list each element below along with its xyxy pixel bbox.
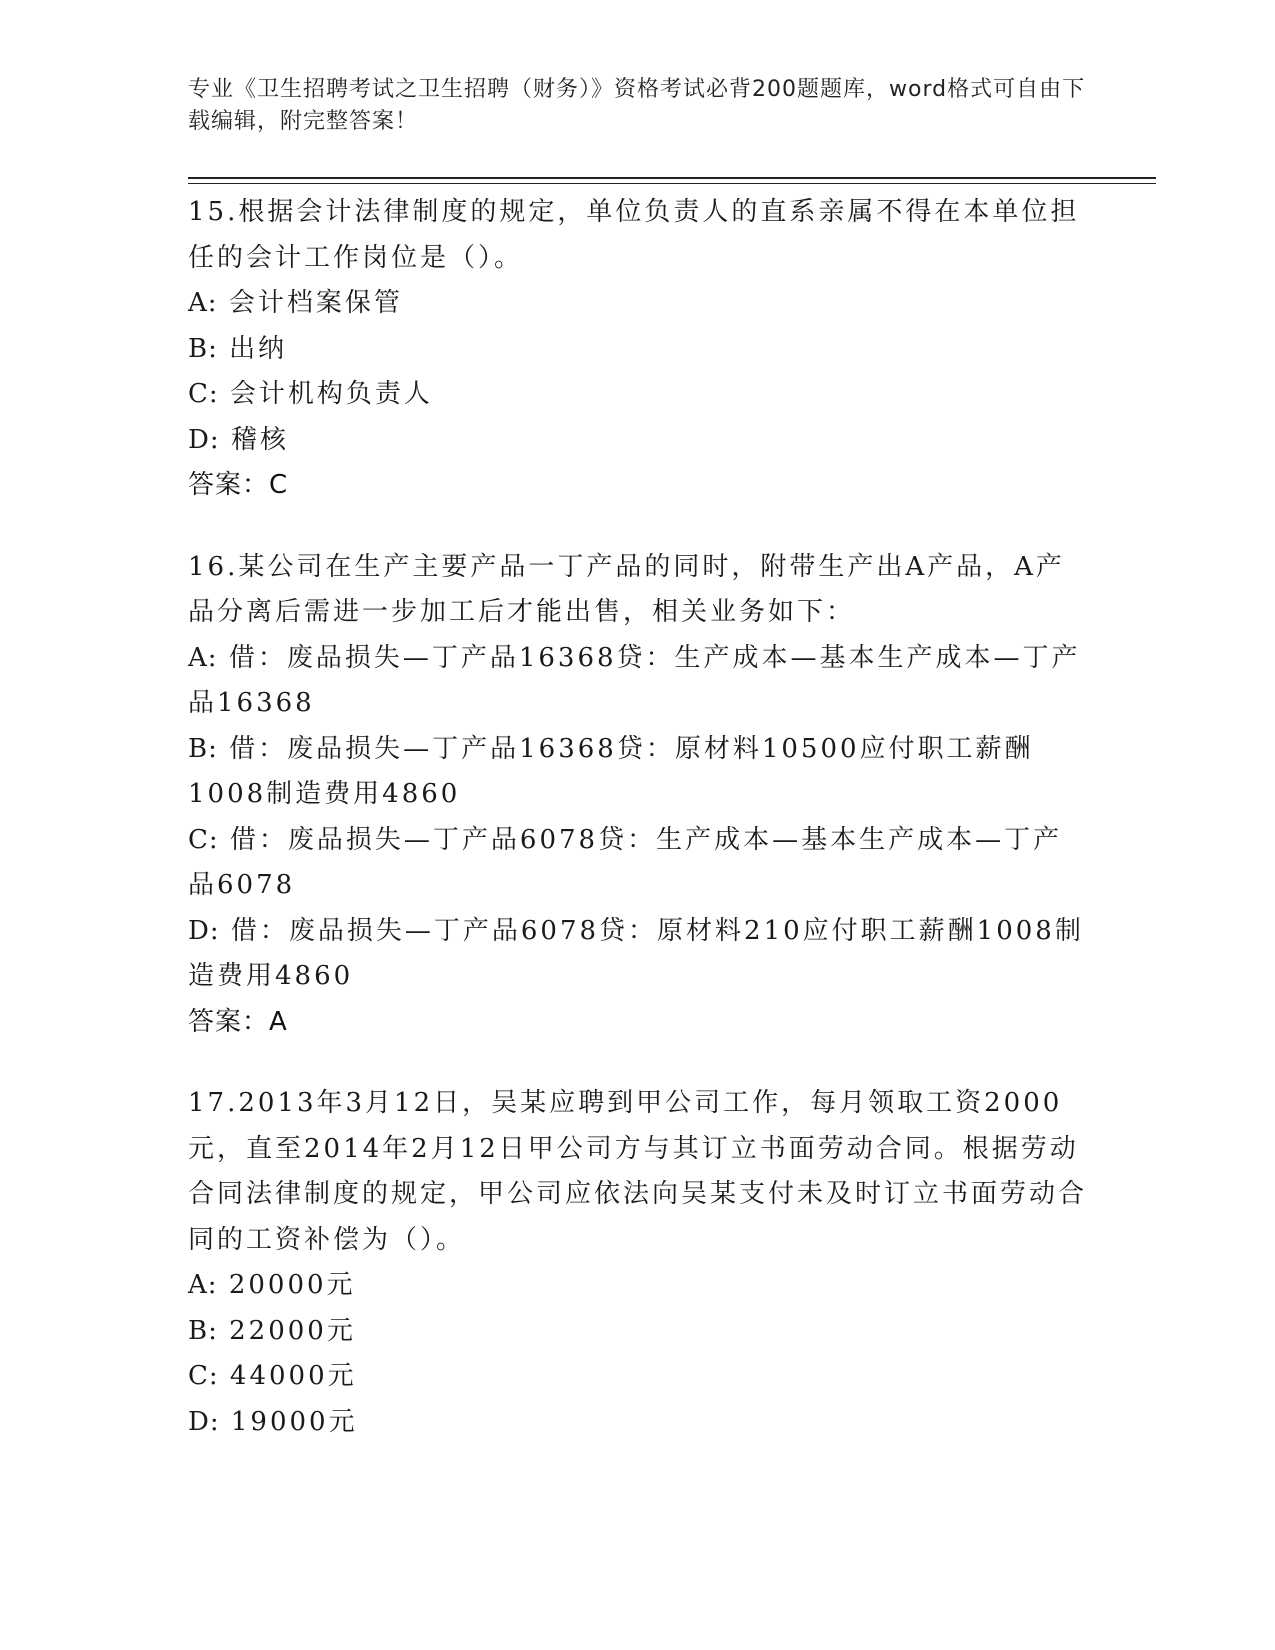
option-letter: B: — [188, 1315, 218, 1346]
option-c — [188, 818, 1088, 909]
option-b — [188, 727, 1088, 818]
question-text: 17.2013年3月12日，吴某应聘到甲公司工作，每月领取工资2000元，直至2014年2月12日甲公司方与其订立书面劳动合同。根据劳动合同法律制度的规定，甲公司应依法向吴某支付未及时订立书面劳动合同的工资补偿为（）。 — [188, 1088, 1088, 1255]
answer: 答案：A — [188, 1006, 288, 1037]
option-text: 稽核 — [230, 424, 289, 455]
option-d — [188, 909, 1088, 1000]
option-text: 44000元 — [229, 1361, 357, 1391]
document-header: 专业《卫生招聘考试之卫生招聘（财务）》资格考试必背200题题库，word格式可自由下载编辑，附完整答案！ — [188, 77, 1086, 134]
option-text: 19000元 — [230, 1406, 358, 1437]
option-text: 借：废品损失—丁产品6078贷：生产成本—基本生产成本—丁产品6078 — [188, 824, 1063, 900]
option-letter: B: — [188, 733, 218, 764]
option-letter: D: — [188, 915, 220, 946]
option-letter: B: — [188, 333, 218, 364]
question-17 — [188, 1081, 1088, 1445]
option-letter: C: — [188, 824, 219, 855]
question-text: 16.某公司在生产主要产品一丁产品的同时，附带生产出A产品，A产品分离后需进一步加工后才能出售，相关业务如下： — [188, 551, 1065, 627]
option-text: 20000元 — [228, 1270, 356, 1300]
option-text: 出纳 — [229, 333, 288, 364]
question-list — [188, 190, 1088, 1481]
option-text: 借：废品损失—丁产品6078贷：原材料210应付职工薪酬1008制造费用4860 — [188, 915, 1084, 991]
option-letter: A: — [188, 642, 218, 673]
option-letter: C: — [188, 379, 219, 409]
option-d — [188, 1400, 1088, 1446]
option-letter: D: — [188, 424, 220, 455]
answer: 答案：C — [188, 470, 289, 500]
option-letter: C: — [188, 1361, 219, 1391]
question-16 — [188, 545, 1088, 1046]
question-text: 15.根据会计法律制度的规定，单位负责人的直系亲属不得在本单位担任的会计工作岗位是（）。 — [188, 197, 1080, 273]
option-text: 借：废品损失—丁产品16368贷：生产成本—基本生产成本—丁产品16368 — [188, 642, 1081, 718]
option-text: 会计档案保管 — [228, 288, 403, 318]
option-a — [188, 281, 1088, 327]
header-rule-thin — [188, 183, 1156, 184]
option-letter: D: — [188, 1406, 220, 1437]
option-b — [188, 1309, 1088, 1355]
option-b — [188, 327, 1088, 373]
option-letter: A: — [188, 288, 218, 318]
option-text: 会计机构负责人 — [229, 379, 433, 409]
question-15 — [188, 190, 1088, 509]
option-text: 22000元 — [229, 1315, 356, 1346]
option-c — [188, 372, 1088, 418]
option-c — [188, 1354, 1088, 1400]
option-letter: A: — [188, 1270, 218, 1300]
header-rule-thick — [188, 177, 1156, 179]
option-a — [188, 636, 1088, 727]
option-d — [188, 418, 1088, 464]
option-a — [188, 1263, 1088, 1309]
option-text: 借：废品损失—丁产品16368贷：原材料10500应付职工薪酬1008制造费用4860 — [188, 733, 1034, 809]
